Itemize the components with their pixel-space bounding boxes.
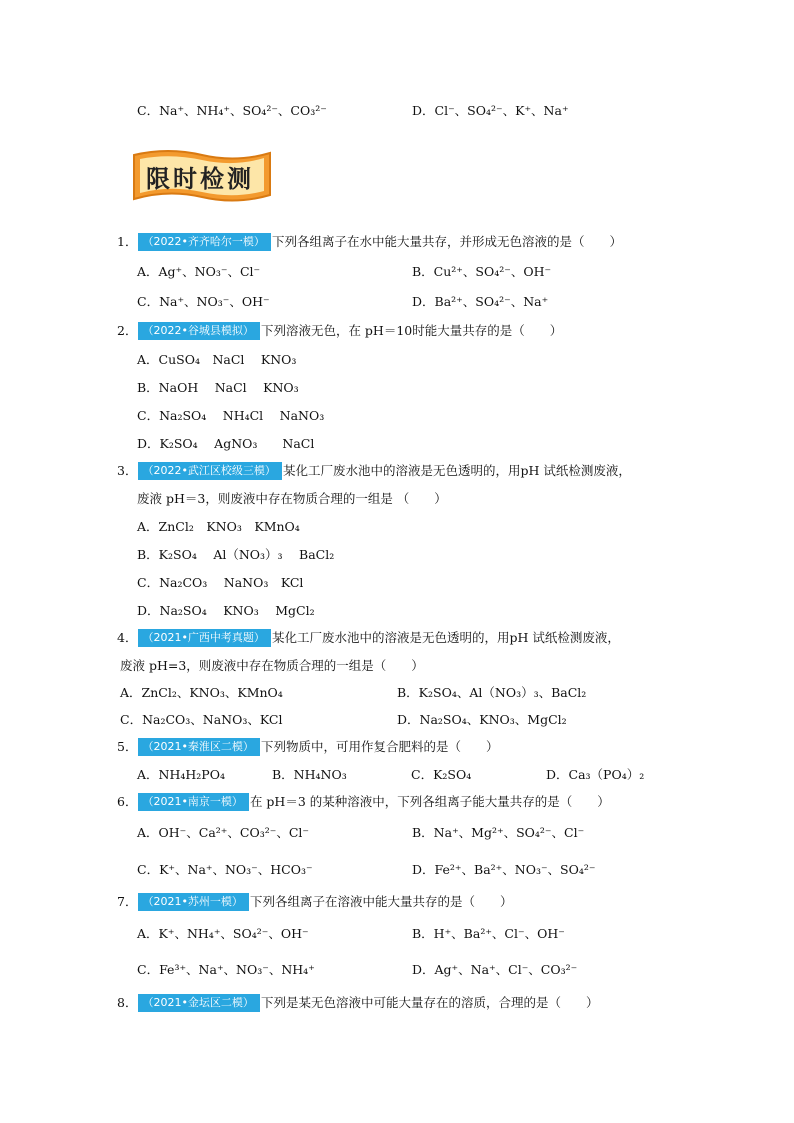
source-tag: （2022•谷城县模拟） <box>138 322 259 340</box>
source-tag: （2021•广西中考真题） <box>138 629 270 647</box>
option-c: C．Na₂CO₃ NaNO₃ KCl <box>137 575 304 590</box>
question-text: 在 pH＝3 的某种溶液中，下列各组离子能大量共存的是（ ） <box>249 794 610 809</box>
option-c: C．K₂SO₄ <box>411 767 472 782</box>
question-number: 8． <box>117 995 138 1010</box>
question-text-cont: 废液 pH＝3，则废液中存在物质合理的一组是 （ ） <box>137 491 447 506</box>
option-d: D．Ag⁺、Na⁺、Cl⁻、CO₃²⁻ <box>412 962 578 977</box>
source-tag: （2022•武江区校级三模） <box>138 462 281 480</box>
question-4 <box>117 628 620 647</box>
question-3 <box>117 461 631 480</box>
option-b: B．H⁺、Ba²⁺、Cl⁻、OH⁻ <box>412 926 565 941</box>
option-a: A．NH₄H₂PO₄ <box>137 767 225 782</box>
option-d: D．K₂SO₄ AgNO₃ NaCl <box>137 436 315 451</box>
question-text: 某化工厂废水池中的溶液是无色透明的，用pH 试纸检测废液， <box>282 463 631 478</box>
option-c: C．Na₂CO₃、NaNO₃、KCl <box>120 712 283 727</box>
option-c: C．Na⁺、NO₃⁻、OH⁻ <box>137 294 270 309</box>
option-d: D．Cl⁻、SO₄²⁻、K⁺、Na⁺ <box>412 103 569 118</box>
source-tag: （2021•秦淮区二模） <box>138 738 259 756</box>
option-a: A．K⁺、NH₄⁺、SO₄²⁻、OH⁻ <box>137 926 309 941</box>
option-b: B．Cu²⁺、SO₄²⁻、OH⁻ <box>412 264 552 279</box>
question-number: 7． <box>117 894 138 909</box>
question-1 <box>117 232 622 251</box>
question-number: 2． <box>117 323 138 338</box>
question-text: 下列物质中，可用作复合肥料的是（ ） <box>260 739 499 754</box>
option-a: A．CuSO₄ NaCl KNO₃ <box>137 352 297 367</box>
option-c: C．Fe³⁺、Na⁺、NO₃⁻、NH₄⁺ <box>137 962 315 977</box>
question-text: 某化工厂废水池中的溶液是无色透明的，用pH 试纸检测废液， <box>271 630 620 645</box>
option-b: B．NH₄NO₃ <box>272 767 347 782</box>
option-d: D．Ca₃（PO₄）₂ <box>546 767 645 782</box>
question-6 <box>117 792 610 811</box>
option-c: C．Na⁺、NH₄⁺、SO₄²⁻、CO₃²⁻ <box>137 103 327 118</box>
section-banner <box>128 145 276 207</box>
option-c: C．Na₂SO₄ NH₄Cl NaNO₃ <box>137 408 325 423</box>
question-8 <box>117 993 598 1012</box>
question-5 <box>117 737 498 756</box>
option-a: A．ZnCl₂、KNO₃、KMnO₄ <box>120 685 283 700</box>
option-b: B．Na⁺、Mg²⁺、SO₄²⁻、Cl⁻ <box>412 825 585 840</box>
source-tag: （2021•金坛区二模） <box>138 994 259 1012</box>
option-a: A．ZnCl₂ KNO₃ KMnO₄ <box>137 519 300 534</box>
question-text: 下列各组离子在溶液中能大量共存的是（ ） <box>249 894 513 909</box>
option-c: C．K⁺、Na⁺、NO₃⁻、HCO₃⁻ <box>137 862 313 877</box>
question-text: 下列溶液无色，在 pH＝10时能大量共存的是（ ） <box>260 323 563 338</box>
option-d: D．Fe²⁺、Ba²⁺、NO₃⁻、SO₄²⁻ <box>412 862 596 877</box>
question-number: 6． <box>117 794 138 809</box>
question-7 <box>117 892 512 911</box>
option-a: A．Ag⁺、NO₃⁻、Cl⁻ <box>137 264 261 279</box>
question-number: 1． <box>117 234 138 249</box>
source-tag: （2022•齐齐哈尔一模） <box>138 233 270 251</box>
option-b: B．NaOH NaCl KNO₃ <box>137 380 299 395</box>
question-text-cont: 废液 pH=3，则废液中存在物质合理的一组是（ ） <box>120 658 424 673</box>
option-b: B．K₂SO₄、Al（NO₃）₃、BaCl₂ <box>397 685 587 700</box>
option-d: D．Na₂SO₄、KNO₃、MgCl₂ <box>397 712 567 727</box>
question-number: 5． <box>117 739 138 754</box>
source-tag: （2021•南京一模） <box>138 793 248 811</box>
question-text: 下列各组离子在水中能大量共存，并形成无色溶液的是（ ） <box>271 234 622 249</box>
question-number: 4． <box>117 630 138 645</box>
question-text: 下列是某无色溶液中可能大量存在的溶质，合理的是（ ） <box>260 995 599 1010</box>
source-tag: （2021•苏州一模） <box>138 893 248 911</box>
option-d: D．Na₂SO₄ KNO₃ MgCl₂ <box>137 603 315 618</box>
question-2 <box>117 321 562 340</box>
option-a: A．OH⁻、Ca²⁺、CO₃²⁻、Cl⁻ <box>137 825 309 840</box>
option-d: D．Ba²⁺、SO₄²⁻、Na⁺ <box>412 294 549 309</box>
option-b: B．K₂SO₄ Al（NO₃）₃ BaCl₂ <box>137 547 335 562</box>
banner-title: 限时检测 <box>146 165 254 193</box>
question-number: 3． <box>117 463 138 478</box>
